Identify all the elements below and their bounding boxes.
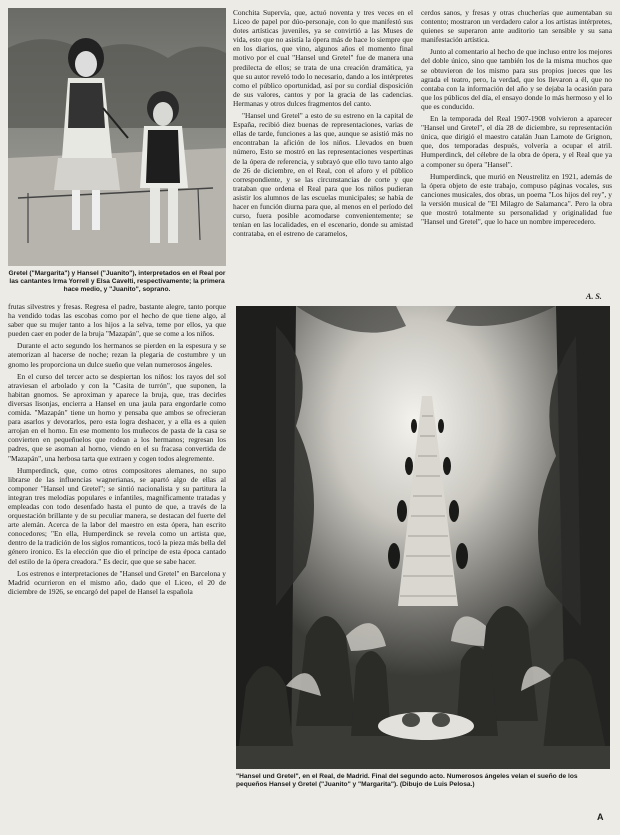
col-left-paragraph: Los estrenos e interpretaciones de "Hansel und Gretel" en Barcelona y Madrid ocurrieron en el mismo año, dado que el Liceo, el 20 de diciembre de 1926, se encargó del papel de Hansel la española: [8, 568, 226, 596]
col-mid-paragraph: Conchita Supervía, que, actuó noventa y tres veces en el Liceo de papel por dúo-personaje, con lo que manifestó sus dotes artísticas juveniles, ya se convirtió a las Muses de vida, esto que no asistía la ópera más de hace lo siempre que en los diarios, que vino, algunos años el momento final motivo por el cual "Hansel und Gretel" fue de manera una predilecta de ellos; se trata de una creación dramática, ya que su autor reveló todo lo necesario, dando a los intérpretes como el público oportunidad, así por su cordial disposición de sus valores, cantos y por la gracia de las cadencias. Hermanas y otros dulces fragmentos del canto.: [233, 8, 413, 108]
column-left: [8, 302, 226, 599]
col-right-paragraph: Humperdinck, que murió en Neustrelitz en 1921, además de la ópera objeto de este trabajo, compuso páginas vocales, sus canciones musicales, dos obras, un poema "Los hijos del rey", y la versión musical de "El Milagro de Salamanca". Pero la obra que mostró totalmente su personalidad y originalidad fue "Hansel und Gretel", que lo hace un nombre imperecedero.: [421, 171, 612, 227]
col-left-paragraph: En el curso del tercer acto se despiertan los niños: los rayos del sol atraviesan el arbolado y con la "Casita de turrón", que suponen, la habitan gnomos. Se aproximan y aparece la bruja, que, tras decirles diversas lisonjas, encierra a Hansel en una jaula para engordarle como comida. "Mazapán" tiene un horno y pensaba que ambos se ofrecieran para asarlos y devorarlos, pero esta logra deshacer, y a ella es a quien arrojan en el horno. En ese momento los muñecos de pasta de la casa se convierten en pequeñuelos que rodean a los hermanos; regresan los padres, que se asoman al horno, viendo en el su fracasa convertida de "Mazapán", una herbosa tarta que extraen y cogen todos alegremente.: [8, 371, 226, 463]
col-left-paragraph: Humperdinck, que, como otros compositores alemanes, no supo librarse de las influencias wagnerianas, se apartó algo de ellas al componer "Hansel und Gretel"; se sintió nacionalista y su partitura la integran tres melodías populares e infantiles, magníficamente tratadas y empleadas con todo desenfado hasta el punto de que, a través de la orquestación brillante y de su peculiar manera, se destacan del fuerte del arte alemán. Acerca de la labor del maestro en esta ópera, han escrito conocedores; "En ella, Humperdinck se revela como un artista que, dentro de la tradición de los siglos romanticos, tocó la pieza más bella del género ironico. Es la elección que dio el príncipe de esta época cantado del estilo de la ópera creadora." Es decir, que que se sabe hacer.: [8, 465, 226, 566]
page-number: A: [597, 812, 604, 822]
column-middle: [233, 8, 413, 241]
photo-top-caption: Gretel ("Margarita") y Hansel ("Juanito"), interpretados en el Real por las cantantes Irma Yorrell y Elsa Cavelti, respectivamente; la primera hace medio, y "Juanito", soprano.: [8, 270, 226, 293]
col-left-paragraph: frutas silvestres y fresas. Regresa el padre, bastante alegre, tanto porque ha vendido todas las escobas como por el hecho de que tiene algo, al saber que su mujer tanto a los hijos a la selva, teme por ellos, ya que pueden caer en poder de la bruja "Mazapán", que se come a los niños.: [8, 302, 226, 339]
col-mid-paragraph: "Hansel und Gretel" a esto de su estreno en la capital de España, recibió diez buenas de representaciones, varias de ellas de tarde, funciones a las que, aunque se asistió más no encontraban la afición de los niños. Llevados en buen número, Esto se mostró en las representaciones vespertinas de la ópera de referencia, y subrayó que ello tuvo tanto algo de 26 de diciembre, en el Real, con el aforo y el público correspondiente, y se las circunstancias de corte y que trataban que ordena el Real para que los niños pudieran asistir los alumnos de las escuelas municipales; se había de hacer en función diurna para que, al menos en el período del curso, fuera posible acomodarse convenientemente; se tenían en las localidades, en el escenario, donde su amistad contrataba, en el estreno de caramelos,: [233, 111, 413, 239]
photo-hansel-gretel-singers: [8, 8, 226, 266]
singers-photo-illustration: [8, 8, 226, 266]
photo-hansel-gretel-finale: [236, 306, 610, 769]
angels-staircase-illustration: [236, 306, 610, 769]
column-right: [421, 8, 612, 229]
photo-main-caption: "Hansel und Gretel", en el Real, de Madrid. Final del segundo acto. Numerosos ángeles velan el sueño de los pequeños Hansel y Gretel ("Juanito" y "Margarita"). (Dibujo de Luis Pelosa.): [236, 773, 578, 788]
col-left-paragraph: Durante el acto segundo los hermanos se pierden en la espesura y se atemorizan al hacerse de noche; rezan la plegaria de costumbre y un gnomo les proporciona un dulce sueño que velan numerosos ángeles.: [8, 341, 226, 369]
col-right-paragraph: Junto al comentario al hecho de que incluso entre los mejores del doble único, sino que también los de la misma muchos que se obtuvieron de los mismo para sus propios jueces que les agrada el teatro, pero, la verdad, que los llevaron a él, que no contaba con la información del año y se dejaba la ocasión para que los públicos del día, el ensayo donde lo más hermoso y el lo que es conducido.: [421, 47, 612, 111]
col-right-paragraph: En la temporada del Real 1907-1908 volvieron a aparecer "Hansel und Gretel", el día 28 de diciembre, su representación única, que dirigió el maestro catalán Juan Lamote de Grignon, que, dos temporadas después, volvería a ocupar el atril. Humperdinck, del célebre de la obra de ópera, y el Real que ya a componer su ópera "Hansel".: [421, 114, 612, 169]
author-signature: A. S.: [586, 292, 602, 301]
col-right-paragraph: cerdos sanos, y fresas y otras chucherías que aumentaban su contento; mostraron un verdadero calor a los artistas intérpretes, quienes se superaron ante auditorio tan sensible y su sana manifestación artística.: [421, 8, 612, 45]
